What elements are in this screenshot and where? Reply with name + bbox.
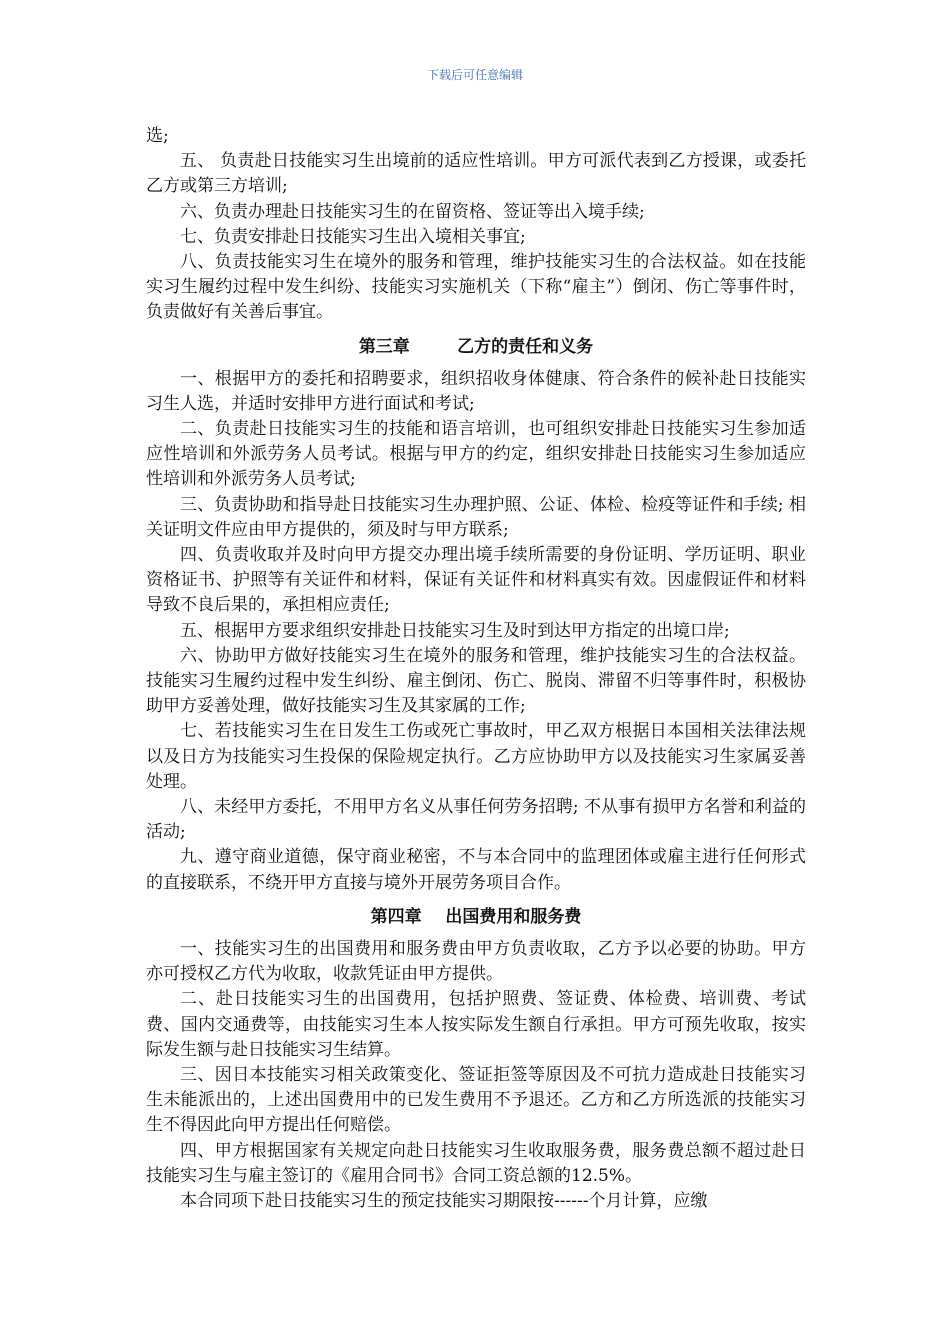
- paragraph: 选;: [146, 126, 169, 146]
- chapter-4-title: 第四章 出国费用和服务费: [370, 906, 582, 927]
- paragraph: 四、甲方根据国家有关规定向赴日技能实习生收取服务费，服务费总额不超过赴日技能实习生与雇主签订的《雇用合同书》合同工资总额的12.5%。: [146, 1140, 806, 1186]
- paragraph: 九、遵守商业道德，保守商业秘密，不与本合同中的监理团体或雇主进行任何形式的直接联系，不绕开甲方直接与境外开展劳务项目合作。: [146, 847, 806, 893]
- paragraph: 八、未经甲方委托，不用甲方名义从事任何劳务招聘; 不从事有损甲方名誉和利益的活动;: [146, 797, 806, 843]
- paragraph: 四、负责收取并及时向甲方提交办理出境手续所需要的身份证明、学历证明、职业资格证书、护照等有关证件和材料，保证有关证件和材料真实有效。因虚假证件和材料导致不良后果的，承担相应责任;: [146, 545, 806, 616]
- paragraph: 五、 负责赴日技能实习生出境前的适应性培训。甲方可派代表到乙方授课，或委托乙方或第三方培训;: [146, 151, 806, 197]
- paragraph: 三、负责协助和指导赴日技能实习生办理护照、公证、体检、检疫等证件和手续; 相关证明文件应由甲方提供的，须及时与甲方联系;: [146, 494, 806, 540]
- paragraph: 一、根据甲方的委托和招聘要求，组织招收身体健康、符合条件的候补赴日技能实习生人选，并适时安排甲方进行面试和考试;: [146, 368, 806, 414]
- paragraph: 二、负责赴日技能实习生的技能和语言培训，也可组织安排赴日技能实习生参加适应性培训和外派劳务人员考试。根据与甲方的约定，组织安排赴日技能实习生参加适应性培训和外派劳务人员考试;: [146, 419, 806, 490]
- paragraph: 五、根据甲方要求组织安排赴日技能实习生及时到达甲方指定的出境口岸;: [180, 620, 730, 641]
- page-header-note: 下载后可任意编辑: [426, 68, 523, 82]
- paragraph: 七、负责安排赴日技能实习生出入境相关事宜;: [180, 226, 526, 247]
- paragraph: 七、若技能实习生在日发生工伤或死亡事故时，甲乙双方根据日本国相关法律法规以及日方为技能实习生投保的保险规定执行。乙方应协助甲方以及技能实习生家属妥善处理。: [146, 721, 806, 792]
- paragraph: 二、赴日技能实习生的出国费用，包括护照费、签证费、体检费、培训费、考试费、国内交通费等，由技能实习生本人按实际发生额自行承担。甲方可预先收取，按实际发生额与赴日技能实习生结算。: [146, 989, 806, 1060]
- paragraph: 本合同项下赴日技能实习生的预定技能实习期限按------个月计算，应缴: [180, 1190, 708, 1211]
- paragraph: 一、技能实习生的出国费用和服务费由甲方负责收取，乙方予以必要的协助。甲方亦可授权乙方代为收取，收款凭证由甲方提供。: [146, 938, 806, 985]
- paragraph: 八、负责技能实习生在境外的服务和管理，维护技能实习生的合法权益。如在技能实习生履约过程中发生纠纷、技能实习实施机关（下称“雇主”）倒闭、伤亡等事件时，负责做好有关善后事宜。: [146, 252, 806, 323]
- document-body: [146, 124, 806, 1214]
- paragraph: 六、负责办理赴日技能实习生的在留资格、签证等出入境手续;: [180, 201, 645, 222]
- paragraph: 六、协助甲方做好技能实习生在境外的服务和管理，维护技能实习生的合法权益。技能实习生履约过程中发生纠纷、雇主倒闭、伤亡、脱岗、滞留不归等事件时，积极协助甲方妥善处理，做好技能实习生及其家属的工作;: [146, 645, 806, 717]
- chapter-3-title: 第三章 乙方的责任和义务: [358, 336, 594, 357]
- paragraph: 三、因日本技能实习相关政策变化、签证拒签等原因及不可抗力造成赴日技能实习生未能派出的，上述出国费用中的已发生费用不予退还。乙方和乙方所选派的技能实习生不得因此向甲方提出任何赔偿。: [146, 1064, 806, 1136]
